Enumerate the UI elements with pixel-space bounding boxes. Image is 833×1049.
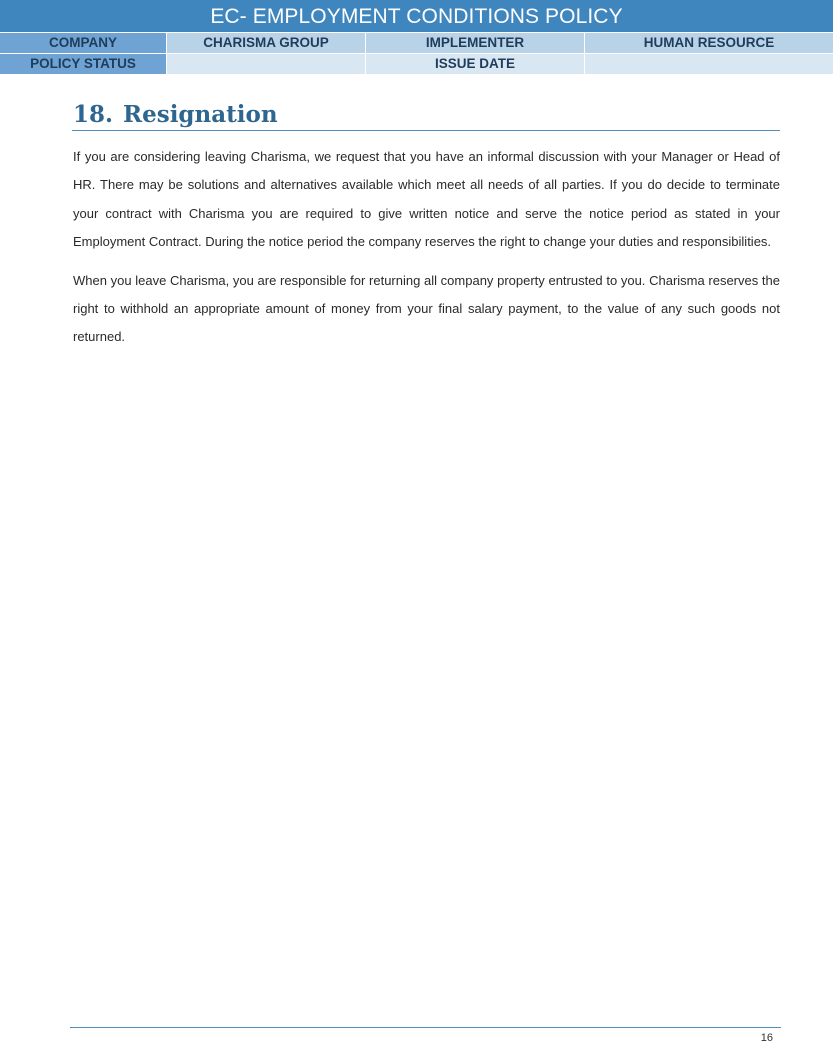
header-row-company bbox=[0, 33, 833, 54]
paragraph-1: If you are considering leaving Charisma, we request that you have an informal discussion with your Manager or Head of HR. There may be solutions and alternatives available which meet all needs of all parties. If you do decide to terminate your contract with Charisma you are required to give written notice and serve the notice period as stated in your Employment Contract. During the notice period the company reserves the right to change your duties and responsibilities. bbox=[73, 149, 780, 250]
company-value: CHARISMA GROUP bbox=[167, 33, 366, 53]
section-title: Resignation bbox=[123, 101, 278, 128]
paragraph-2: When you leave Charisma, you are responsible for returning all company property entrusted to you. Charisma reserves the right to withhold an appropriate amount of money from your final salary payment, to the value of any such goods not returned. bbox=[73, 272, 780, 345]
header-row-status bbox=[0, 54, 833, 75]
issue-date-value bbox=[585, 54, 833, 74]
policy-status-value bbox=[167, 54, 366, 74]
footer-divider bbox=[70, 1027, 781, 1028]
section-body bbox=[73, 143, 780, 362]
section-number: 18. bbox=[73, 101, 114, 128]
implementer-label: IMPLEMENTER bbox=[366, 33, 585, 53]
policy-header-table bbox=[0, 0, 833, 75]
implementer-value: HUMAN RESOURCE bbox=[585, 33, 833, 53]
policy-title: EC- EMPLOYMENT CONDITIONS POLICY bbox=[0, 0, 833, 33]
page-number: 16 bbox=[760, 1032, 773, 1044]
policy-status-label: POLICY STATUS bbox=[0, 54, 167, 74]
section-heading bbox=[72, 98, 780, 131]
issue-date-label: ISSUE DATE bbox=[366, 54, 585, 74]
company-label: COMPANY bbox=[0, 33, 167, 53]
